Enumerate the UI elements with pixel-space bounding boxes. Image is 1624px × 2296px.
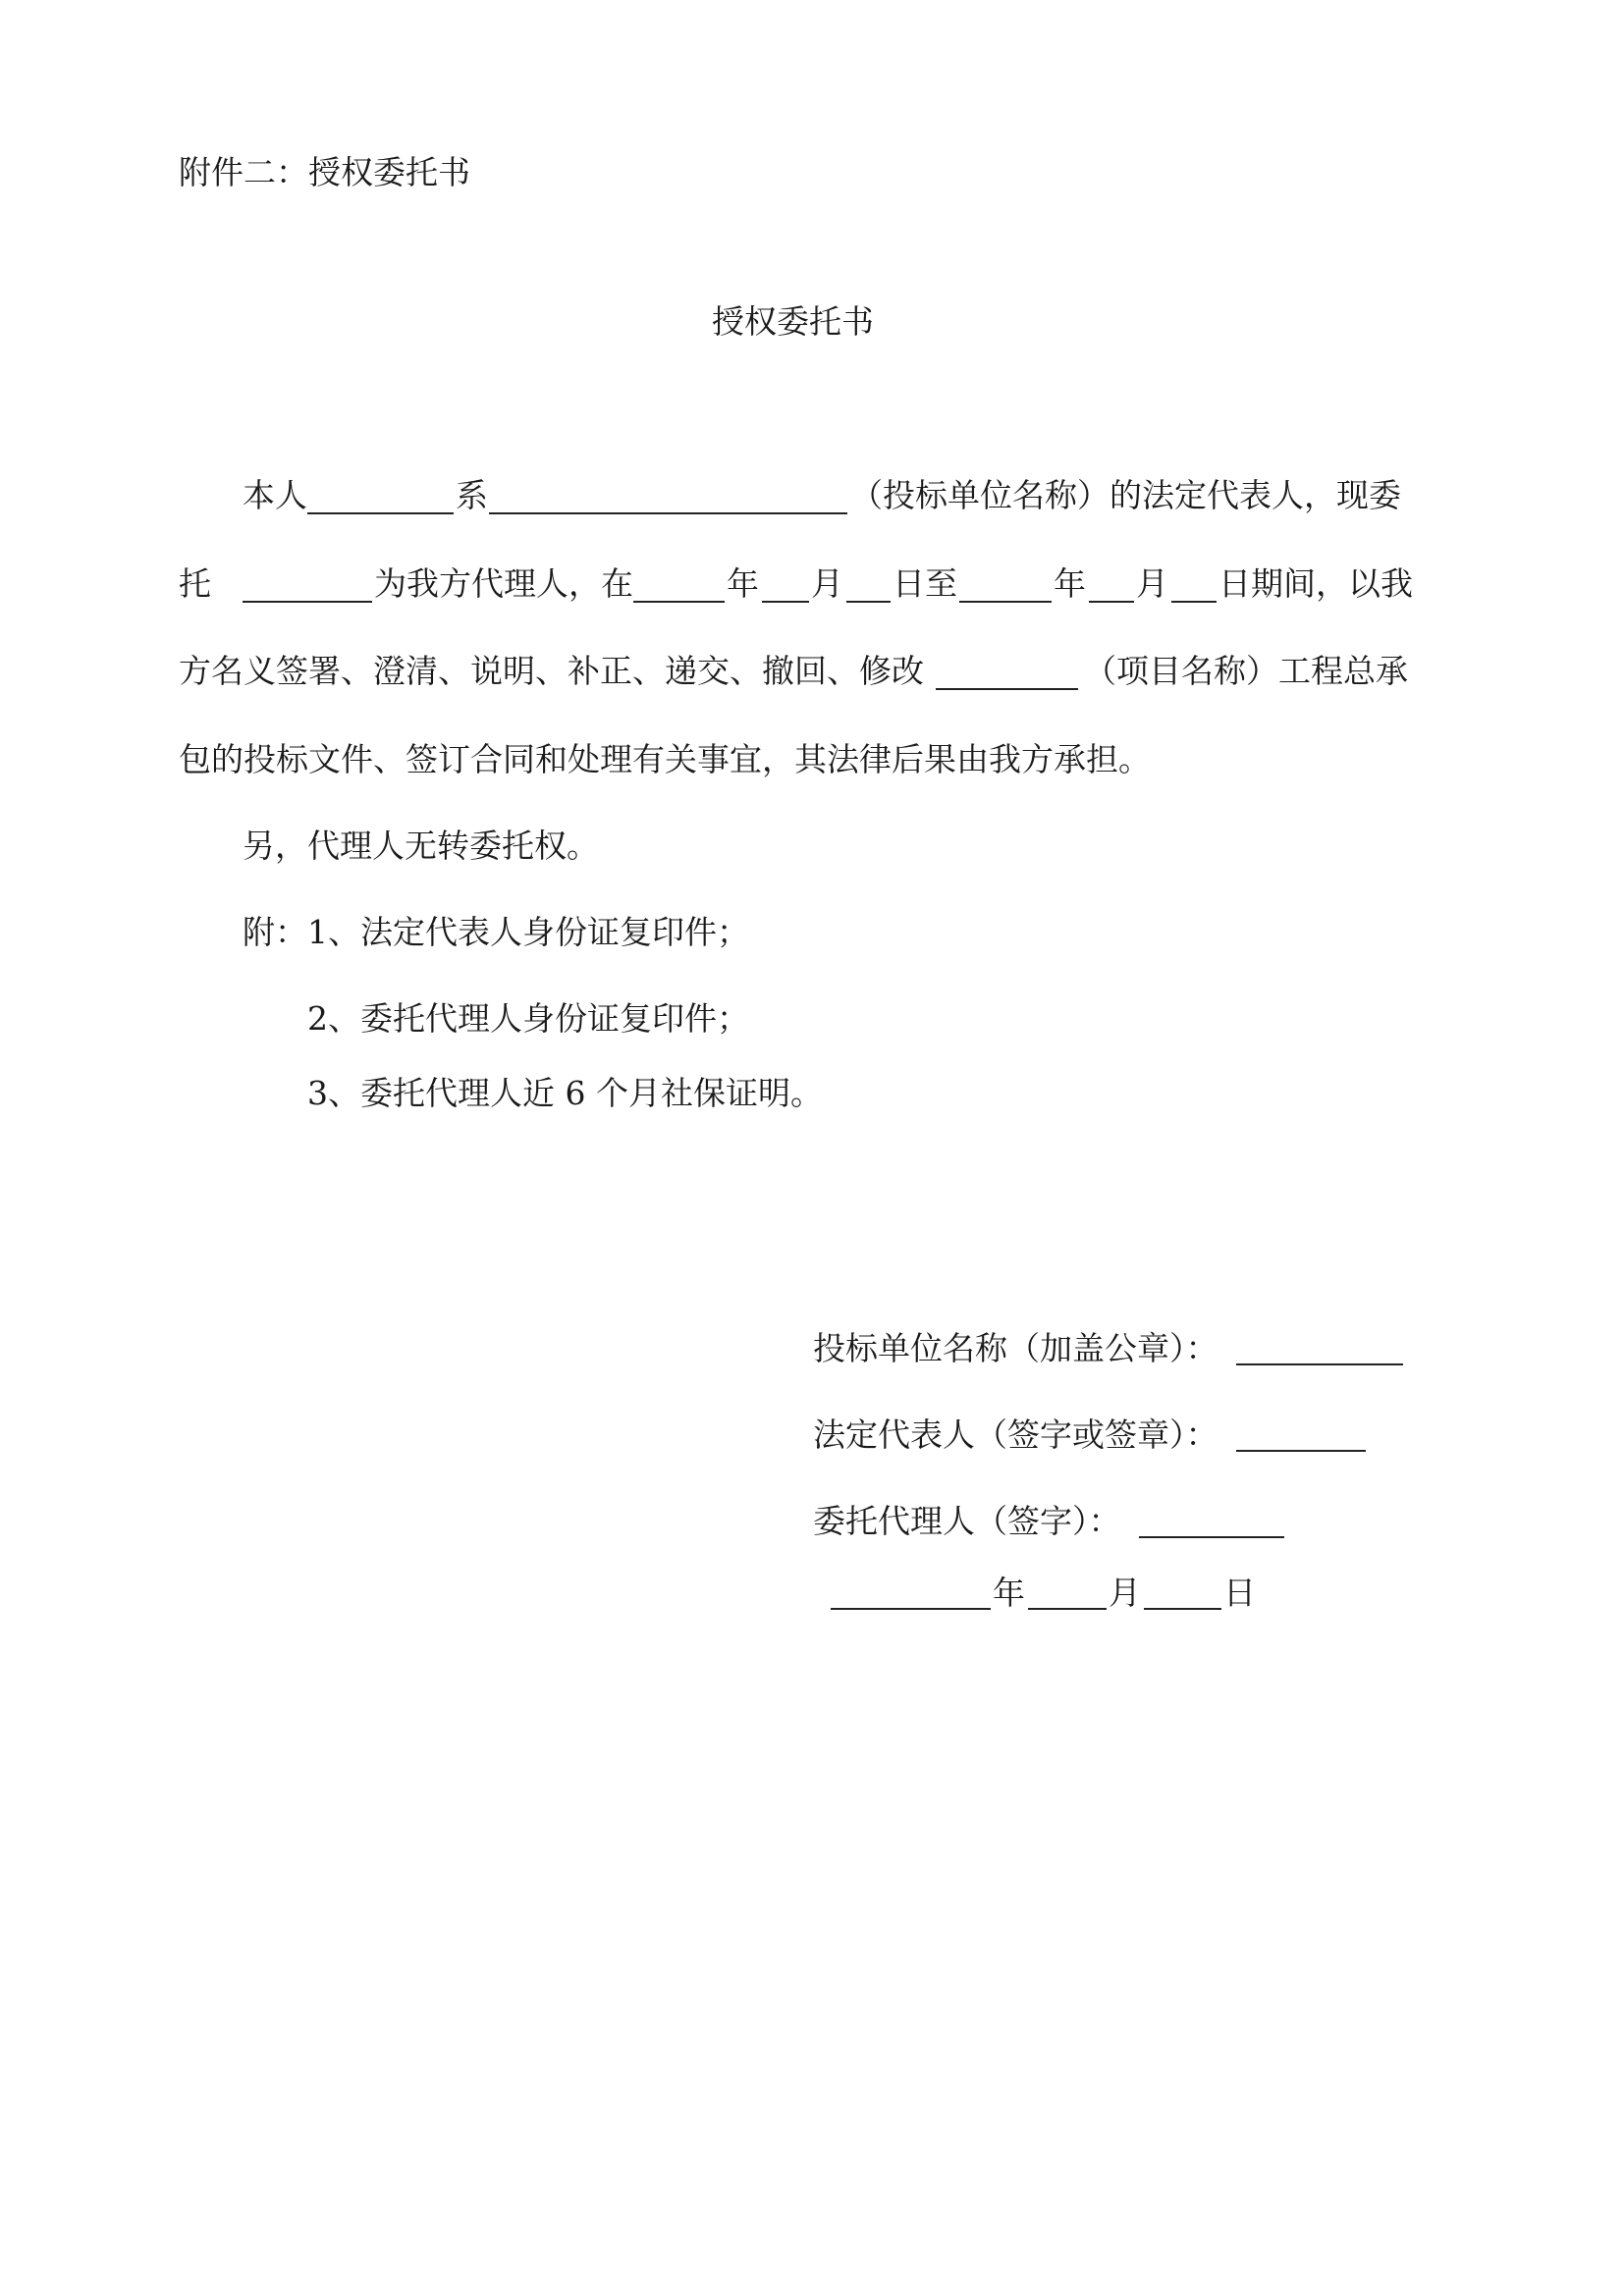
- body-line2-suffix: 日期间，以我: [1218, 564, 1413, 603]
- body-line2-month: 月: [811, 564, 843, 603]
- agent-name-blank: [243, 601, 372, 603]
- agent-signature-blank: [1139, 1536, 1284, 1538]
- body-line3-prefix: 方名义签署、澄清、说明、补正、递交、撤回、修改: [179, 652, 924, 690]
- end-month-blank: [1089, 601, 1134, 603]
- body-line1-xi: 系: [456, 476, 488, 514]
- project-name-blank: [936, 688, 1078, 690]
- body-line1-suffix: （投标单位名称）的法定代表人，现委: [850, 476, 1401, 514]
- document-title: 授权委托书: [712, 302, 874, 341]
- legal-rep-signature-blank: [1236, 1450, 1366, 1452]
- body-line2-year: 年: [727, 564, 759, 603]
- sign-year-label: 年: [993, 1574, 1025, 1612]
- body-line2-prefix: 托: [179, 564, 211, 603]
- sign-day-label: 日: [1223, 1574, 1256, 1612]
- attachment-item: 1、法定代表人身份证复印件；: [307, 913, 749, 951]
- sign-month-label: 月: [1109, 1574, 1141, 1612]
- unit-seal-blank: [1236, 1363, 1403, 1365]
- body-line1-prefix: 本人: [243, 476, 307, 514]
- agent-signature-label: 委托代理人（签字）：: [813, 1502, 1121, 1540]
- start-month-blank: [762, 601, 809, 603]
- sign-day-blank: [1144, 1608, 1221, 1610]
- body-line2-text: 为我方代理人，在: [374, 564, 633, 603]
- body-line3-suffix: （项目名称）工程总承: [1084, 652, 1408, 690]
- sign-year-blank: [831, 1608, 991, 1610]
- attachments-prefix: 附：: [243, 913, 307, 951]
- body-line4: 包的投标文件、签订合同和处理有关事宜，其法律后果由我方承担。: [179, 740, 1151, 778]
- unit-seal-label: 投标单位名称（加盖公章）：: [813, 1329, 1218, 1367]
- start-day-blank: [846, 601, 891, 603]
- body-line2-dayto: 日至: [893, 564, 957, 603]
- legal-rep-signature-label: 法定代表人（签字或签章）：: [813, 1415, 1218, 1454]
- attachment-label: 附件二：授权委托书: [179, 153, 470, 191]
- start-year-blank: [633, 601, 725, 603]
- end-year-blank: [959, 601, 1052, 603]
- name-blank: [307, 512, 454, 514]
- sign-month-blank: [1028, 1608, 1107, 1610]
- body-line2-year2: 年: [1054, 564, 1086, 603]
- unit-name-blank: [489, 512, 847, 514]
- attachment-item: 3、委托代理人近 6 个月社保证明。: [307, 1074, 823, 1112]
- end-day-blank: [1171, 601, 1217, 603]
- attachment-item: 2、委托代理人身份证复印件；: [307, 999, 749, 1038]
- body-line2-month2: 月: [1136, 564, 1168, 603]
- no-subdelegation-note: 另，代理人无转委托权。: [243, 827, 599, 865]
